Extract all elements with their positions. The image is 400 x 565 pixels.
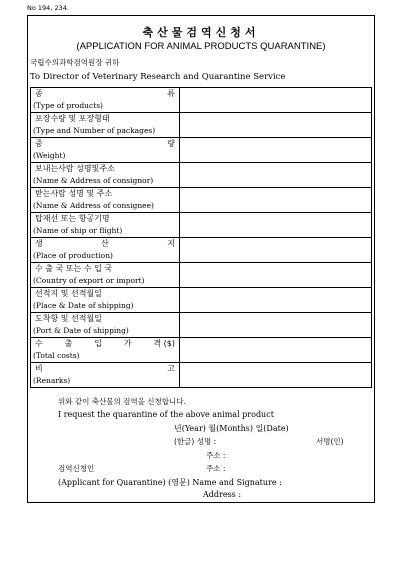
field-label-korean-part: 중 <box>35 139 43 148</box>
field-value-cell[interactable] <box>180 288 372 313</box>
field-label-korean-part: 지 <box>167 239 175 248</box>
field-label-korean-part: 량 <box>167 139 175 148</box>
form-title: 축산물검역신청서 <box>142 26 260 39</box>
field-label-english: (Renarks) <box>33 376 71 385</box>
field-label-korean-part: 비 <box>35 364 43 373</box>
field-label-english: (Total costs) <box>33 351 80 360</box>
field-label-cell <box>31 88 180 113</box>
field-label-english: (Name of ship or flight) <box>33 226 123 235</box>
field-label-korean-part: 가 <box>123 339 132 348</box>
applicant-korean: 검역신청인 <box>58 464 95 473</box>
declaration-korean: 위와 같이 축산물의 검역을 신청합니다. <box>58 397 186 406</box>
field-label-korean-part: 받는사람 성명 및 주소 <box>35 189 113 198</box>
addressee-english: To Director of Veterinary Research and Quarantine Service <box>30 72 286 82</box>
field-label-korean <box>33 163 177 174</box>
field-label-cell <box>31 188 180 213</box>
field-row <box>31 313 372 338</box>
address-label-korean-2: 주소 : <box>206 464 226 473</box>
address-label-korean: 주소 : <box>206 451 226 460</box>
field-value-cell[interactable] <box>180 113 372 138</box>
field-row <box>31 263 372 288</box>
field-value-cell[interactable] <box>180 88 372 113</box>
field-label-korean <box>33 238 177 249</box>
field-label-korean <box>33 138 177 149</box>
field-row <box>31 213 372 238</box>
field-label-korean-part: 선적지 및 선적월일 <box>35 289 102 298</box>
field-label-cell <box>31 163 180 188</box>
field-label-cell <box>31 113 180 138</box>
field-row <box>31 88 372 113</box>
application-form <box>27 15 375 503</box>
declaration-section <box>28 396 374 502</box>
field-value-cell[interactable] <box>180 363 372 388</box>
applicant-english: (Applicant for Quarantine) (영문) Name and Signature : <box>58 478 282 487</box>
field-label-korean-part: 고 <box>167 364 175 373</box>
field-row <box>31 238 372 263</box>
field-value-cell[interactable] <box>180 313 372 338</box>
field-value-cell[interactable] <box>180 213 372 238</box>
field-label-korean-part: 출 <box>64 339 73 348</box>
addressee-korean: 국립수의과학검역원장 귀하 <box>30 58 120 67</box>
field-value-cell[interactable] <box>180 163 372 188</box>
field-label-korean <box>33 263 177 274</box>
field-value-cell[interactable] <box>180 263 372 288</box>
field-label-korean <box>33 188 177 199</box>
field-value-cell[interactable] <box>180 188 372 213</box>
field-label-korean <box>33 338 177 349</box>
field-label-english: (Type of products) <box>33 101 103 110</box>
field-label-korean <box>33 213 177 224</box>
field-label-korean-part: 산 <box>101 239 109 248</box>
field-value-cell[interactable] <box>180 138 372 163</box>
address-english: Address : <box>203 490 242 499</box>
field-label-cell <box>31 313 180 338</box>
fields-table <box>30 87 372 388</box>
field-label-korean-part: 탑재선 또는 항공기명 <box>35 214 110 223</box>
field-row <box>31 363 372 388</box>
field-label-cell <box>31 338 180 363</box>
field-row <box>31 113 372 138</box>
field-label-cell <box>31 288 180 313</box>
field-label-korean <box>33 313 177 324</box>
field-label-korean-part: 도착항 및 선적월일 <box>35 314 102 323</box>
field-label-english: (Name & Address of consignee) <box>33 201 154 210</box>
field-label-korean <box>33 363 177 374</box>
field-label-cell <box>31 138 180 163</box>
field-value-cell[interactable] <box>180 238 372 263</box>
field-label-cell <box>31 213 180 238</box>
korean-name-label: (한글) 성명 : <box>174 437 217 446</box>
field-label-korean-part: 수 출 국 또는 수 입 국 <box>35 264 113 273</box>
field-row <box>31 188 372 213</box>
field-label-english: (Type and Number of packages) <box>33 126 156 135</box>
field-label-korean-part: 보내는사람 성명및주소 <box>35 164 115 173</box>
form-subtitle: (APPLICATION FOR ANIMAL PRODUCTS QUARANTINE) <box>76 41 326 52</box>
field-label-korean <box>33 113 177 124</box>
field-label-cell <box>31 238 180 263</box>
field-label-english: (Place & Date of shipping) <box>33 301 134 310</box>
field-label-english: (Port & Date of shipping) <box>33 326 129 335</box>
date-line: 년(Year) 월(Months) 일(Date) <box>174 424 289 433</box>
field-label-korean <box>33 288 177 299</box>
field-row <box>31 163 372 188</box>
field-label-korean-part: 수 <box>35 339 43 348</box>
field-row <box>31 288 372 313</box>
field-label-korean-part: 생 <box>35 239 43 248</box>
declaration-english: I request the quarantine of the above animal product <box>58 410 274 419</box>
field-row <box>31 338 372 363</box>
field-label-korean-part: 류 <box>167 89 175 98</box>
signature-label: 서명(인) <box>316 437 344 446</box>
field-label-english: (Country of export or import) <box>33 276 145 285</box>
field-label-korean-part: 입 <box>94 339 102 348</box>
field-label-english: (Place of production) <box>33 251 113 260</box>
form-number: No 194, 234. <box>27 4 69 12</box>
field-label-korean-part: 포장수량 및 포장형태 <box>35 114 110 123</box>
field-value-cell[interactable] <box>180 338 372 363</box>
field-row <box>31 138 372 163</box>
field-label-korean-part: 격 ($) <box>153 339 175 348</box>
field-label-english: (Name & Address of consignor) <box>33 176 154 185</box>
field-label-cell <box>31 363 180 388</box>
field-label-korean-part: 종 <box>35 89 43 98</box>
field-label-english: (Weight) <box>33 151 66 160</box>
field-label-korean <box>33 88 177 99</box>
field-label-cell <box>31 263 180 288</box>
